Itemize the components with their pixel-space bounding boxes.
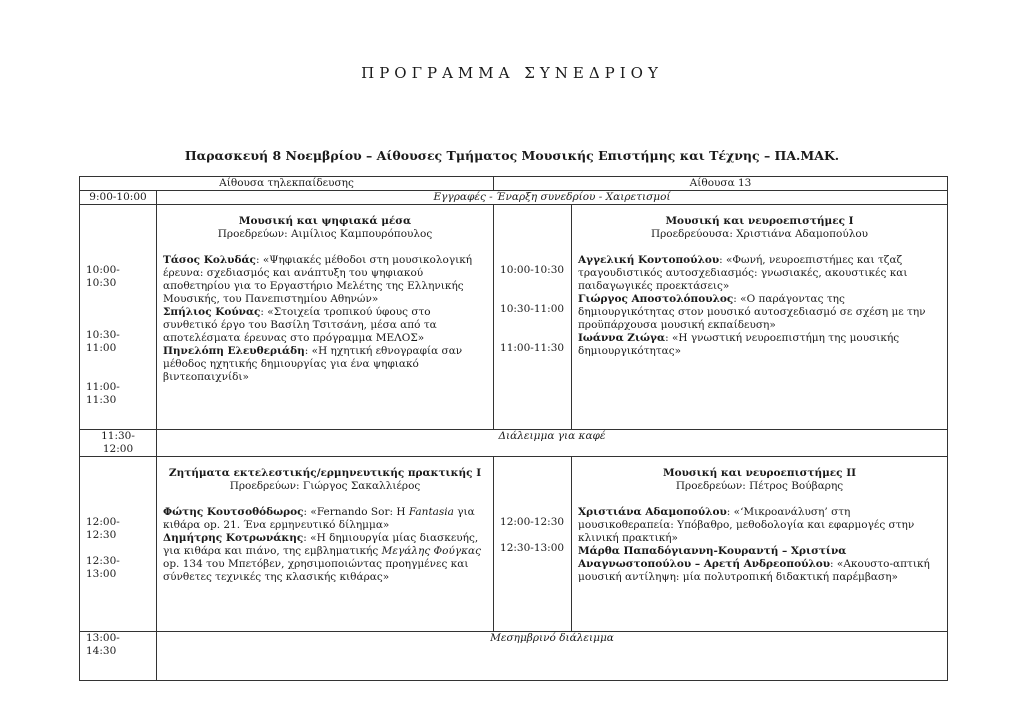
- room-right-header: Αίθουσα 13: [494, 177, 948, 191]
- talk-title-italic: Μεγάλης Φούγκας: [381, 545, 481, 557]
- session-chair: Προεδρεύων: Αιμίλιος Καμπουρόπουλος: [217, 228, 433, 240]
- registration-time: 9:00-10:00: [80, 191, 157, 205]
- talk-entry: [163, 532, 487, 584]
- time-slot: 12:00-12:30: [86, 516, 120, 541]
- talk-speaker: Δημήτρης Κοτρωνάκης: [163, 532, 304, 544]
- talk-entry: [163, 306, 487, 345]
- talk-speaker: Μάρθα Παπαδόγιαννη-Κουραντή – Χριστίνα Αναγνωστοπούλου – Αρετή Ανδρεοπούλου: [578, 545, 847, 570]
- talk-entry: [578, 506, 941, 545]
- session-title: Μουσική και ψηφιακά μέσα: [238, 215, 412, 227]
- time-slot: 10:30-11:00: [500, 303, 565, 315]
- talk-title: : «Η γνωστική νευροεπιστήμη της μουσικής δημιουργικότητας»: [578, 332, 900, 357]
- session-chair: Προεδρεύων: Γιώργος Σακαλλιέρος: [229, 480, 421, 492]
- talk-speaker: Σπήλιος Κούνας: [163, 306, 261, 318]
- time-slot: 10:00-10:30: [500, 264, 565, 276]
- time-slot: 11:00-11:30: [86, 381, 120, 406]
- room-header-row: [80, 177, 948, 191]
- session-1-right-times: [494, 205, 572, 430]
- time-slot: 11:00-11:30: [500, 342, 565, 354]
- talk-entry: [163, 345, 487, 384]
- session-1-row: [80, 205, 948, 430]
- coffee-time: 11:30-12:00: [80, 430, 157, 457]
- coffee-break-row: [80, 430, 948, 457]
- talk-speaker: Γιώργος Αποστολόπουλος: [578, 293, 734, 305]
- talk-title: : «‘Μικροανάλυση’ στη μουσικοθεραπεία: Υπόβαθρο, μεθοδολογία και εφαρμογές στην κλινική πρακτική»: [578, 506, 915, 544]
- talk-speaker: Φώτης Κουτσοθόδωρος: [163, 506, 304, 518]
- talk-title: : «Η ηχητική εθνογραφία σαν μέθοδος ηχητικής δημιουργίας για ένα ψηφιακό βιντεοπαιχνίδι»: [163, 345, 463, 383]
- session-chair: Προεδρεύων: Πέτρος Βούβαρης: [675, 480, 844, 492]
- session-title: Μουσική και νευροεπιστήμες Ι: [665, 215, 854, 227]
- talk-entry: [163, 506, 487, 532]
- session-1-left-times: [80, 205, 157, 430]
- talk-entry: [578, 293, 941, 332]
- session-title: Μουσική και νευροεπιστήμες ΙΙ: [662, 467, 857, 479]
- session-2-left-content: [157, 457, 494, 632]
- session-1-left-content: [157, 205, 494, 430]
- session-1-right-content: [572, 205, 948, 430]
- time-slot: 10:00-10:30: [86, 264, 120, 289]
- programme-table: [79, 176, 948, 681]
- talk-entry: [163, 254, 487, 306]
- talk-entry: [578, 254, 941, 293]
- talk-title-b: για κιθάρα op. 21. Ένα ερμηνευτικό δίλημμα»: [163, 506, 475, 531]
- page-subtitle: Παρασκευή 8 Νοεμβρίου – Αίθουσες Τμήματος Μουσικής Επιστήμης και Τέχνης – ΠΑ.ΜΑΚ.: [184, 148, 840, 163]
- lunch-label: Μεσημβρινό διάλειμμα: [157, 632, 948, 681]
- session-title: Ζητήματα εκτελεστικής/ερμηνευτικής πρακτικής Ι: [168, 467, 482, 479]
- talk-title: : «Φωνή, νευροεπιστήμες και τζαζ τραγουδιστικός αυτοσχεδιασμός: γνωσιακές, ακουστικές και παιδαγωγικές προεκτάσεις»: [578, 254, 908, 292]
- lunch-time: 13:00-14:30: [80, 632, 157, 681]
- session-2-row: [80, 457, 948, 632]
- time-slot: 12:30-13:00: [500, 542, 565, 554]
- talk-speaker: Αγγελική Κοντοπούλου: [578, 254, 720, 266]
- room-left-header: Αίθουσα τηλεκπαίδευσης: [80, 177, 494, 191]
- talk-title: : «Στοιχεία τροπικού ύφους στο συνθετικό έργο του Βασίλη Τσιτσάνη, μέσα από τα αποτελέσματα έρευνας στο πρόγραμμα ΜΕΛΟΣ»: [163, 306, 437, 344]
- talk-entry: [578, 332, 941, 358]
- talk-speaker: Πηνελόπη Ελευθεριάδη: [163, 345, 305, 357]
- session-chair: Προεδρεύουσα: Χριστιάνα Αδαμοπούλου: [650, 228, 869, 240]
- lunch-row: [80, 632, 948, 681]
- talk-title-a: : «Η δημιουργία μίας διασκευής, για κιθάρα και πιάνο, της εμβληματικής: [163, 532, 479, 557]
- talk-entry: [578, 545, 941, 584]
- time-slot: 12:30-13:00: [86, 555, 120, 580]
- registration-label: Εγγραφές - Έναρξη συνεδρίου - Χαιρετισμοί: [157, 191, 948, 205]
- talk-speaker: Τάσος Κολυδάς: [163, 254, 256, 266]
- session-2-right-content: [572, 457, 948, 632]
- talk-title: : «Ακουστο-απτική μουσική αντίληψη: μία πολυτροπική διδακτική παρέμβαση»: [578, 558, 930, 583]
- talk-title: : «Ψηφιακές μέθοδοι στη μουσικολογική έρευνα: σχεδιασμός και ανάπτυξη του ψηφιακού αποθετηρίου για το Εργαστήριο Μελέτης της Ελληνικής Μουσικής, του Πανεπιστημίου Αθηνών»: [163, 254, 473, 305]
- talk-title-italic: Fantasia: [408, 506, 454, 518]
- talk-title: : «Ο παράγοντας της δημιουργικότητας στον μουσικό αυτοσχεδιασμό σε σχέση με την προϋπάρχουσα μουσική εκπαίδευση»: [578, 293, 926, 331]
- talk-speaker: Χριστιάνα Αδαμοπούλου: [578, 506, 727, 518]
- time-slot: 12:00-12:30: [500, 516, 565, 528]
- talk-title-b: op. 134 του Μπετόβεν, χρησιμοποιώντας προηγμένες και σύνθετες τεχνικές της κλασικής κιθάρας»: [163, 558, 469, 583]
- page-title: ΠΡΟΓΡΑΜΜΑ ΣΥΝΕΔΡΙΟΥ: [361, 64, 663, 82]
- time-slot: 10:30-11:00: [86, 329, 120, 354]
- session-2-right-times: [494, 457, 572, 632]
- talk-speaker: Ιωάννα Ζιώγα: [578, 332, 666, 344]
- talk-title-a: : «Fernando Sor: Η: [303, 506, 409, 518]
- registration-row: [80, 191, 948, 205]
- session-2-left-times: [80, 457, 157, 632]
- coffee-label: Διάλειμμα για καφέ: [157, 430, 948, 457]
